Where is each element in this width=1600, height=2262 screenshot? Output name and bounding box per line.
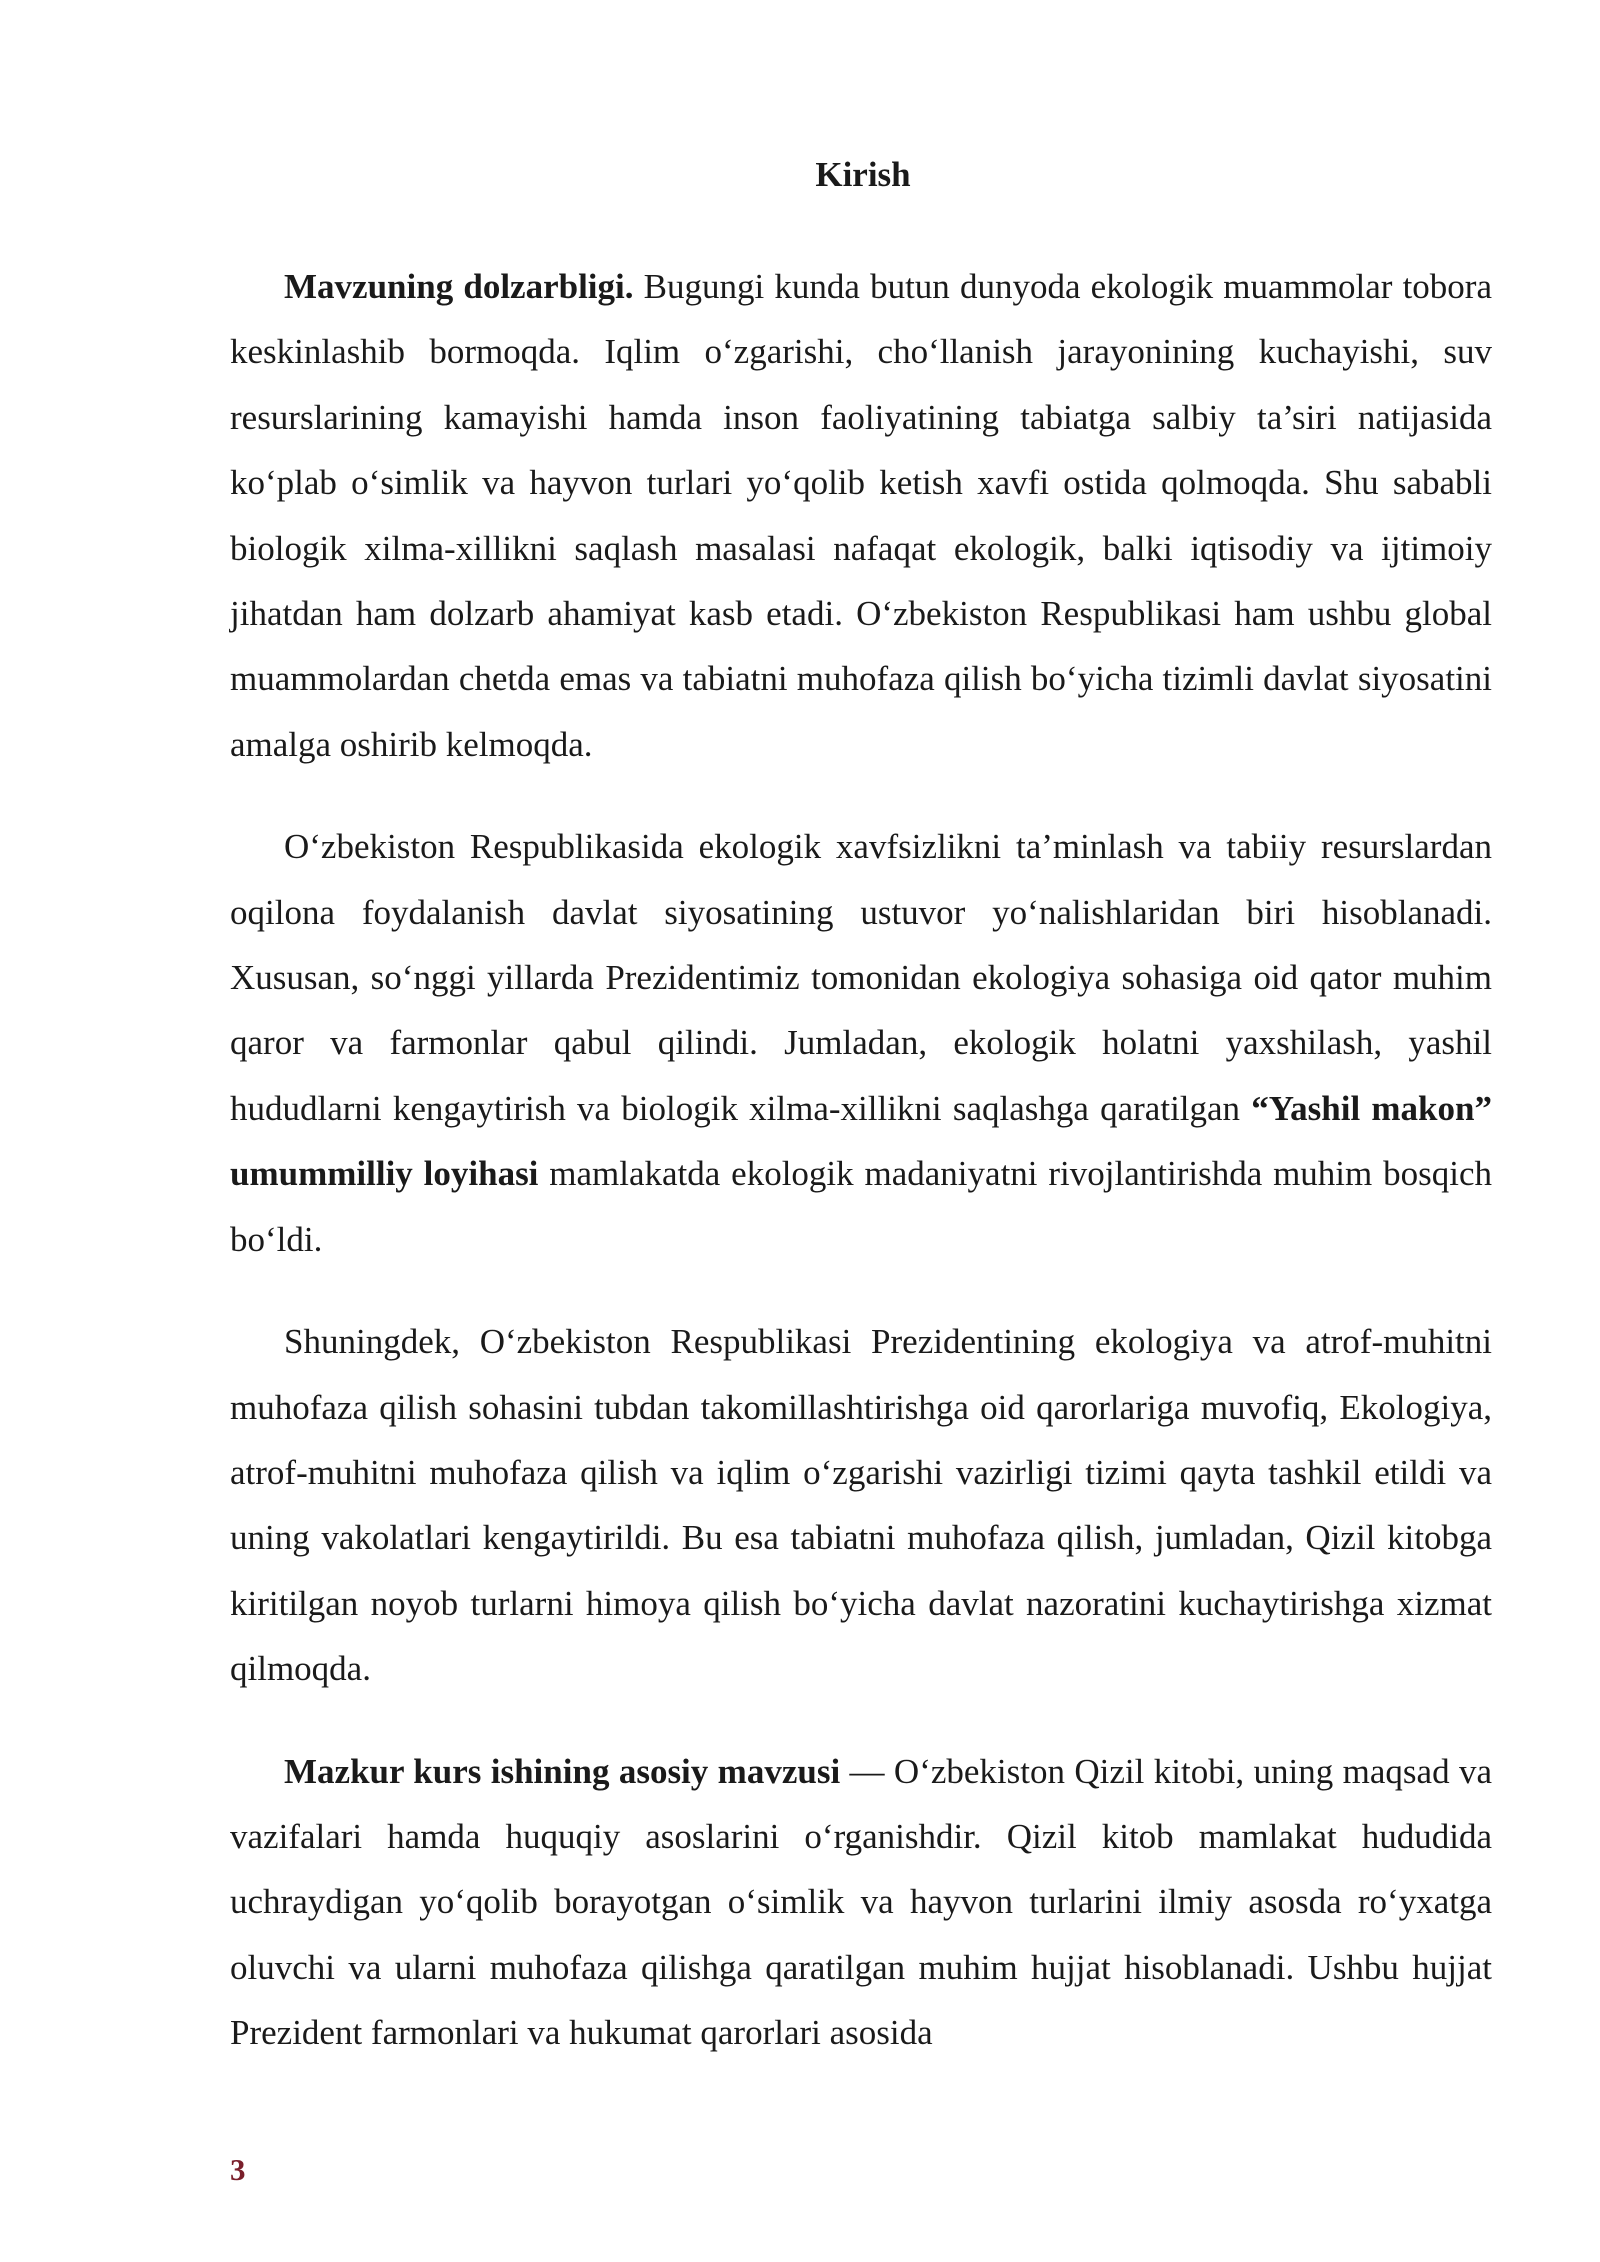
paragraph-text: Bugungi kunda butun dunyoda ekologik muammolar tobora keskinlashib bormoqda. Iqlim o‘zgarishi, cho‘llanish jarayonining kuchayishi, suv resurslarining kamayishi hamda inson faoliyatining tabiatga salbiy ta’siri natijasida ko‘plab o‘simlik va hayvon turlari yo‘qolib ketish xavfi ostida qolmoqda. Shu sababli biologik xilma-xillikni saqlash masalasi nafaqat ekologik, balki iqtisodiy va ijtimoiy jihatdan ham dolzarb ahamiyat kasb etadi. O‘zbekiston Respublikasi ham ushbu global muammolardan chetda emas va tabiatni muhofaza qilish bo‘yicha tizimli davlat siyosatini amalga oshirib kelmoqda.: [230, 267, 1492, 764]
paragraph-text: — O‘zbekiston Qizil kitobi, uning maqsad va vazifalari hamda huquqiy asoslarini o‘rganishdir. Qizil kitob mamlakat hududida uchraydigan yo‘qolib borayotgan o‘simlik va hayvon turlarini ilmiy asosda ro‘yxatga oluvchi va ularni muhofaza qilishga qaratilgan muhim hujjat hisoblanadi. Ushbu hujjat Prezident farmonlari va hukumat qarorlari asosida: [230, 1751, 1492, 2053]
paragraph-main-topic: [230, 1739, 1492, 2066]
document-body: [230, 254, 1492, 2103]
paragraph-text: Shuningdek, O‘zbekiston Respublikasi Prezidentining ekologiya va atrof-muhitni muhofaza qilish sohasini tubdan takomillashtirishga oid qarorlariga muvofiq, Ekologiya, atrof-muhitni muhofaza qilish va iqlim o‘zgarishi vazirligi tizimi qayta tashkil etildi va uning vakolatlari kengaytirildi. Bu esa tabiatni muhofaza qilish, jumladan, Qizil kitobga kiritilgan noyob turlarni himoya qilish bo‘yicha davlat nazoratini kuchaytirishga xizmat qilmoqda.: [230, 1322, 1492, 1689]
section-title: Kirish: [815, 155, 911, 194]
paragraph-lead-bold: Mazkur kurs ishining asosiy mavzusi: [284, 1751, 841, 1791]
paragraph-text: O‘zbekiston Respublikasida ekologik xavfsizlikni ta’minlash va tabiiy resurslardan oqilona foydalanish davlat siyosatining ustuvor yo‘nalishlaridan biri hisoblanadi. Xususan, so‘nggi yillarda Prezidentimiz tomonidan ekologiya sohasiga oid qator muhim qaror va farmonlar qabul qilindi. Jumladan, ekologik holatni yaxshilash, yashil hududlarni kengaytirish va biologik xilma-xillikni saqlashga qaratilgan: [230, 827, 1492, 1128]
project-name-bold: “Yashil makon” umummilliy loyihasi: [230, 1088, 1492, 1194]
paragraph-ministry: [230, 1309, 1492, 1701]
paragraph-relevance: [230, 254, 1492, 777]
paragraph-state-policy: [230, 814, 1492, 1272]
paragraph-text: mamlakatda ekologik madaniyatni rivojlantirishda muhim bosqich bo‘ldi.: [230, 1154, 1492, 1259]
page-number: 3: [230, 2152, 246, 2187]
paragraph-lead-bold: Mavzuning dolzarbligi.: [284, 267, 634, 306]
